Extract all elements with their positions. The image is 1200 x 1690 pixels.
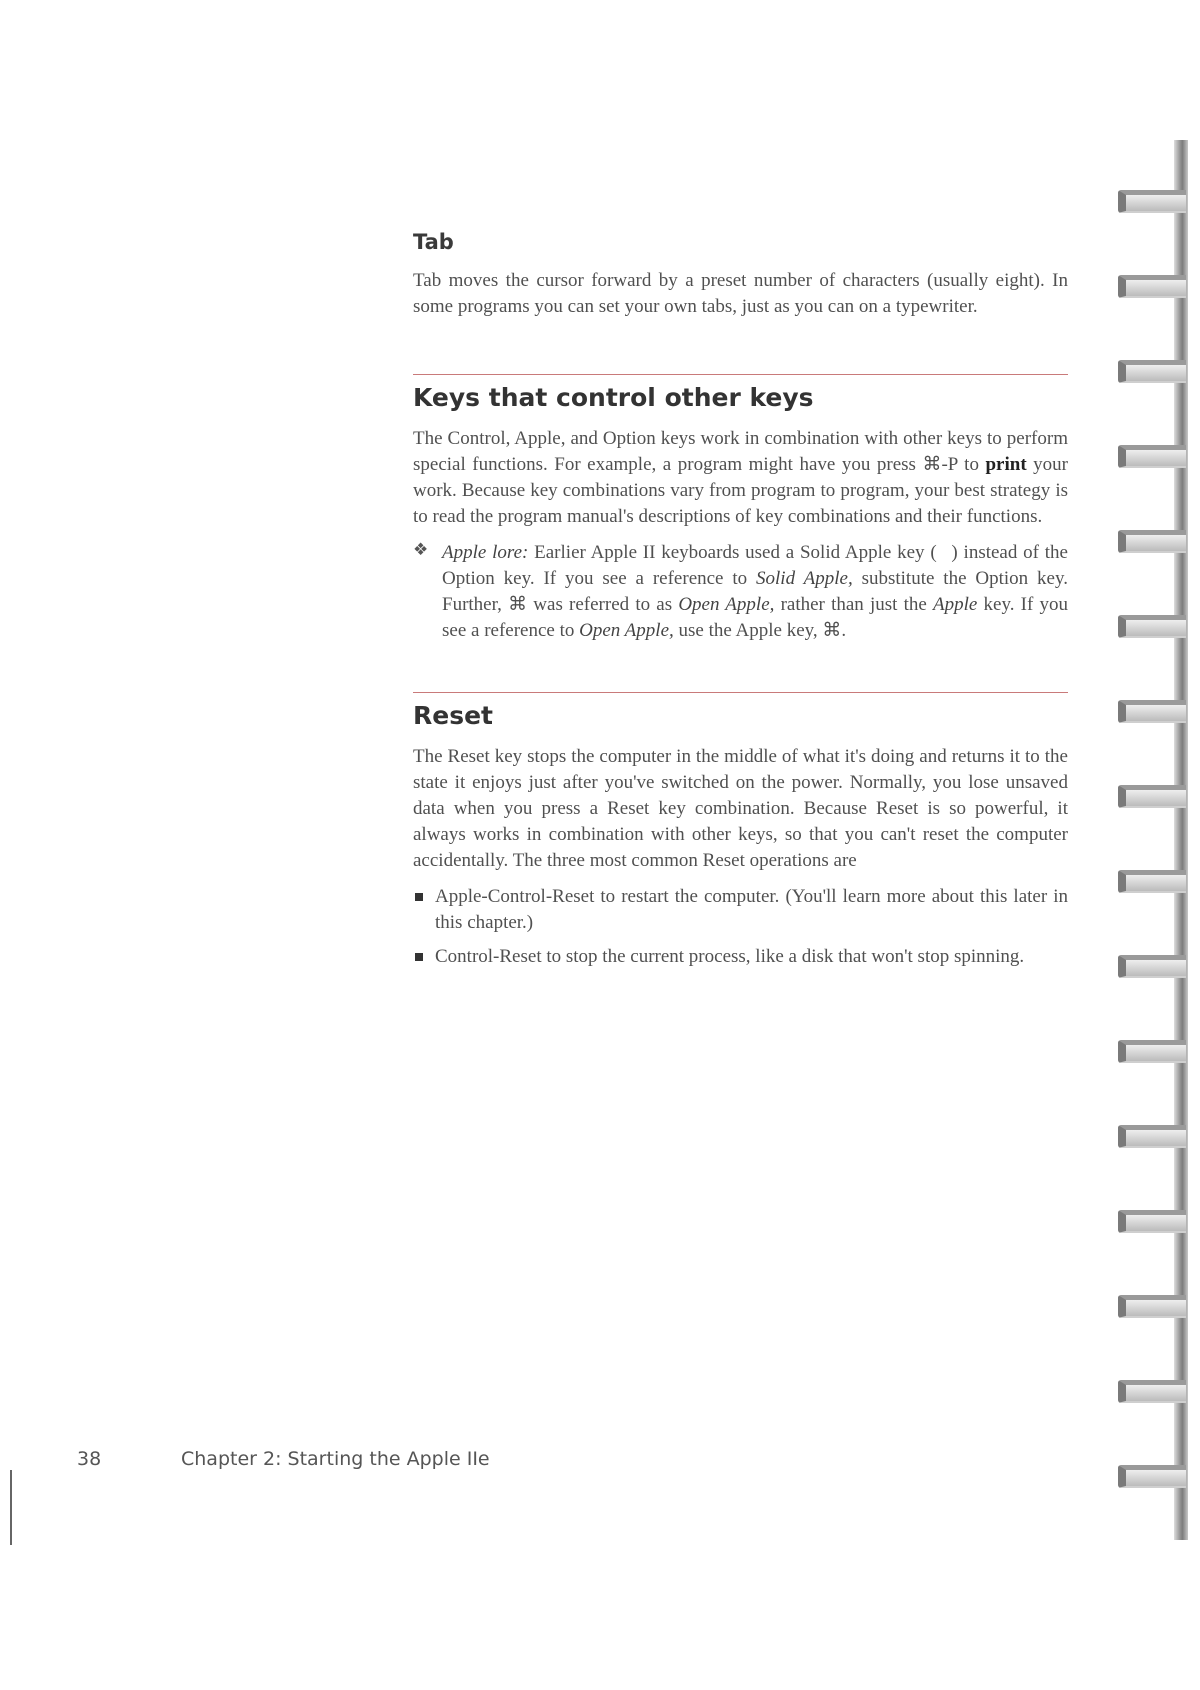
reset-heading: Reset [413,701,493,730]
reset-operations-list [413,884,1068,970]
tab-heading: Tab [413,230,454,254]
binding-coil [1118,1210,1186,1233]
diamond-bullet-icon: ❖ [413,540,429,559]
binding-coil [1118,1380,1186,1403]
binding-coil [1118,1295,1186,1318]
section-divider [413,374,1068,375]
binding-coil [1118,955,1186,978]
binding-coil [1118,1465,1186,1488]
tab-body: Tab moves the cursor forward by a preset number of characters (usually eight). In some programs you can set your own tabs, just as you can on a typewriter. [413,270,1068,317]
binding-coil [1118,445,1186,468]
binding-coil [1118,360,1186,383]
page-number: 38 [77,1448,102,1470]
binding-coil [1118,615,1186,638]
page-content [413,230,1068,978]
keys-heading: Keys that control other keys [413,383,814,412]
apple-lore-text: Apple lore: Earlier Apple II keyboards used a Solid Apple key ( ) instead of the Option key. If you see a reference to Solid Apple, substitute the Option key. Further, ⌘ was referred to as Open Apple, rather than just the Apple key. If you see a reference to Open Apple, use the Apple key, ⌘. [442,542,1069,641]
binding-coil [1118,785,1186,808]
binding-coil [1118,530,1186,553]
binding-coil [1118,275,1186,298]
binding-coil [1118,1125,1186,1148]
square-bullet-icon [415,953,423,961]
section-divider [413,692,1068,693]
list-item: Apple-Control-Reset to restart the computer. (You'll learn more about this later in this chapter.) [413,884,1068,936]
keys-body: The Control, Apple, and Option keys work in combination with other keys to perform special functions. For example, a program might have you press ⌘-P to print your work. Because key combinations vary from program to program, your best strategy is to read the program manual's descriptions of key combinations and their functions. [413,428,1069,527]
list-item: Control-Reset to stop the current process, like a disk that won't stop spinning. [413,944,1068,970]
square-bullet-icon [415,893,423,901]
reset-body: The Reset key stops the computer in the middle of what it's doing and returns it to the state it enjoys just after you've switched on the power. Normally, you lose unsaved data when you press a Reset key combination. Because Reset is so powerful, it always works in combination with other keys, so that you can't reset the computer accidentally. The three most common Reset operations are [413,746,1068,871]
binding-coil [1118,700,1186,723]
spiral-binding [1120,140,1200,1540]
binding-coil [1118,870,1186,893]
print-emphasis: print [985,454,1027,475]
chapter-footer: Chapter 2: Starting the Apple IIe [181,1448,490,1470]
page-edge [10,1470,12,1545]
binding-coil [1118,190,1186,213]
note-label: Apple lore: [442,542,529,563]
binding-coil [1118,1040,1186,1063]
apple-lore-note [413,540,1068,644]
